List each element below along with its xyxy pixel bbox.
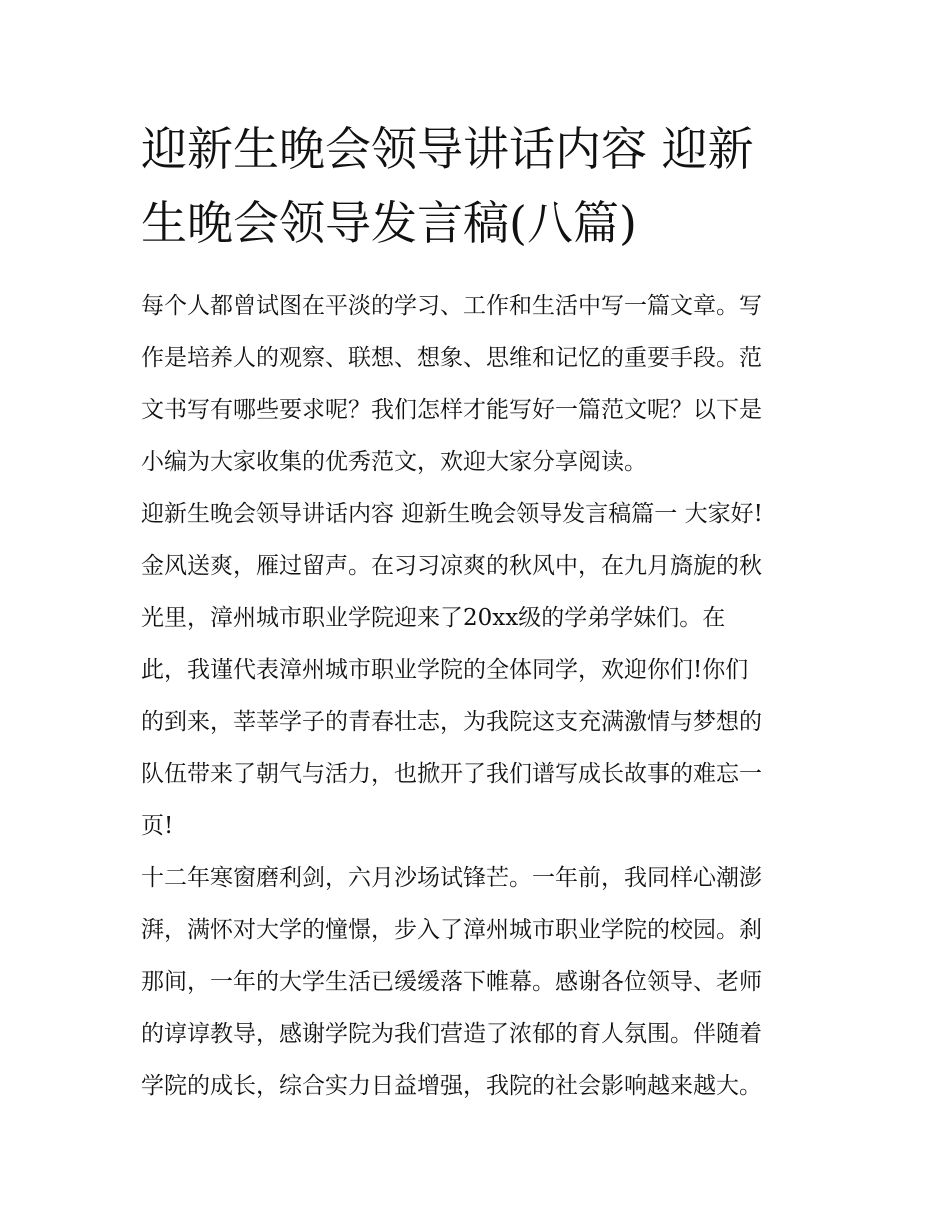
- document-title: [141, 112, 821, 260]
- body-line: 那间，一年的大学生活已缓缓落下帷幕。感谢各位领导、老师: [141, 969, 762, 995]
- body-line: 文书写有哪些要求呢？我们怎样才能写好一篇范文呢？以下是: [141, 397, 762, 423]
- body-line: 每个人都曾试图在平淡的学习、工作和生活中写一篇文章。写: [141, 293, 762, 319]
- body-line: 小编为大家收集的优秀范文，欢迎大家分享阅读。: [141, 449, 647, 475]
- title-line: 迎新生晚会领导讲话内容 迎新: [141, 122, 754, 176]
- body-line: 金风送爽，雁过留声。在习习凉爽的秋风中，在九月旖旎的秋: [141, 553, 762, 579]
- body-line: 此，我谨代表漳州城市职业学院的全体同学，欢迎你们!你们: [141, 657, 749, 683]
- title-line: 生晚会领导发言稿(八篇): [141, 196, 637, 250]
- body-line: 的谆谆教导，感谢学院为我们营造了浓郁的育人氛围。伴随着: [141, 1021, 762, 1047]
- body-line: 迎新生晚会领导讲话内容 迎新生晚会领导发言稿篇一 大家好!: [141, 501, 763, 527]
- body-line: 的到来，莘莘学子的青春壮志，为我院这支充满激情与梦想的: [141, 709, 762, 735]
- body-line: 作是培养人的观察、联想、想象、思维和记忆的重要手段。范: [141, 345, 762, 371]
- body-line: 湃，满怀对大学的憧憬，步入了漳州城市职业学院的校园。刹: [141, 917, 762, 943]
- body-line: 学院的成长，综合实力日益增强，我院的社会影响越来越大。: [141, 1073, 762, 1099]
- body-line: 队伍带来了朝气与活力，也掀开了我们谱写成长故事的难忘一: [141, 761, 762, 787]
- body-line: 页!: [141, 813, 174, 839]
- body-line: 光里，漳州城市职业学院迎来了20xx级的学弟学妹们。在: [141, 605, 726, 631]
- document-body: [141, 280, 821, 1112]
- body-line: 十二年寒窗磨利剑，六月沙场试锋芒。一年前，我同样心潮澎: [141, 865, 762, 891]
